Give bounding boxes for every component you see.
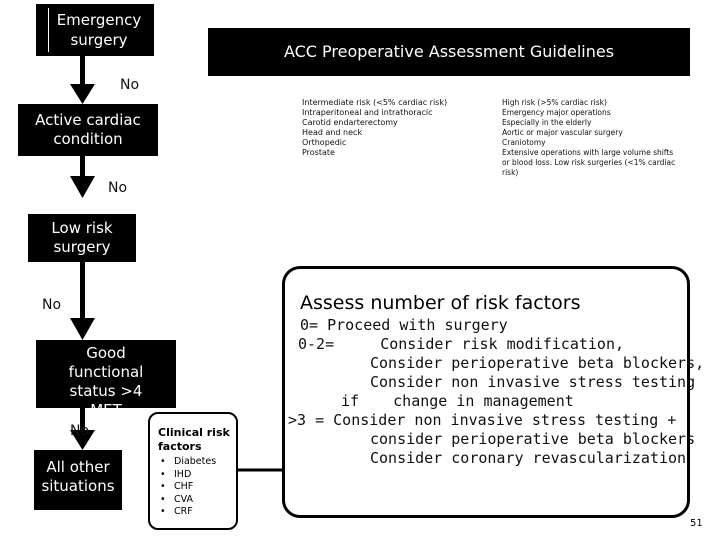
high-risk-line: or blood loss. Low risk surgeries (<1% cardiac xyxy=(502,158,676,167)
intermediate-risk-line: Prostate xyxy=(302,148,335,157)
emergency-surgery-label: Emergency surgery xyxy=(56,11,142,49)
clinical-risk-heading: Clinical risk factors xyxy=(158,426,230,453)
clinical-risk-item xyxy=(160,494,216,507)
clinical-risk-item-text: CHF xyxy=(174,481,194,492)
arrow-2 xyxy=(70,156,95,198)
high-risk-line: Aortic or major vascular surgery xyxy=(502,128,623,137)
high-risk-line: Craniotomy xyxy=(502,138,546,147)
high-risk-list xyxy=(502,98,675,178)
risk-line-text: Consider risk modification, xyxy=(380,335,625,353)
risk-line-prefix: 0-2= xyxy=(298,335,335,353)
good-functional-label: Good functional status >4 MET xyxy=(68,344,144,419)
active-cardiac-label: Active cardiac condition xyxy=(35,111,141,148)
risk-line-prefix: if xyxy=(341,392,360,410)
bullet-icon: • xyxy=(160,456,166,467)
risk-line: Consider perioperative beta blockers, xyxy=(370,354,705,372)
no-label-3: No xyxy=(42,297,62,313)
intermediate-risk-line: Head and neck xyxy=(302,128,363,137)
risk-line-text: change in management xyxy=(393,392,574,410)
bullet-icon: • xyxy=(160,468,166,480)
title-text: ACC Preoperative Assessment Guidelines xyxy=(283,42,615,61)
arrow-1 xyxy=(70,56,95,104)
risk-line: >3 = Consider non invasive stress testing + xyxy=(288,411,677,429)
intermediate-risk-line: Intraperitoneal and intrathoracic xyxy=(302,108,433,117)
intermediate-risk-line: Intermediate risk (<5% cardiac risk) xyxy=(302,98,448,107)
clinical-risk-item xyxy=(160,456,216,469)
intermediate-risk-list xyxy=(302,98,447,158)
high-risk-line: Emergency major operations xyxy=(502,108,611,117)
arrow-3 xyxy=(70,262,95,340)
clinical-risk-item-text: IHD xyxy=(174,468,192,480)
no-label-1: No xyxy=(120,77,140,93)
high-risk-line: Especially in the elderly xyxy=(502,118,592,127)
bullet-icon: • xyxy=(160,481,166,492)
risk-assessment-body xyxy=(288,316,705,468)
clinical-risk-list xyxy=(160,456,216,519)
page-number: 51 xyxy=(690,518,703,529)
clinical-risk-item-text: CRF xyxy=(174,506,193,517)
intermediate-risk-line: Carotid endarterectomy xyxy=(302,118,398,127)
no-label-2: No xyxy=(108,180,128,196)
bullet-icon: • xyxy=(160,506,166,517)
clinical-risk-item-text: CVA xyxy=(174,493,194,505)
bullet-icon: • xyxy=(160,493,166,505)
risk-line xyxy=(298,335,704,354)
risk-line xyxy=(298,392,704,411)
clinical-risk-item xyxy=(160,481,216,494)
high-risk-line: risk) xyxy=(502,168,519,177)
clinical-risk-item xyxy=(160,506,216,519)
risk-line: consider perioperative beta blockers xyxy=(370,430,696,448)
high-risk-line: High risk (>5% cardiac risk) xyxy=(502,98,607,107)
low-risk-label: Low risk surgery xyxy=(51,219,113,256)
clinical-risk-item-text: Diabetes xyxy=(174,456,217,467)
risk-line: Consider coronary revascularization xyxy=(370,449,687,467)
risk-line: Consider non invasive stress testing xyxy=(370,373,696,391)
high-risk-line: Extensive operations with large volume shifts xyxy=(502,148,674,157)
no-label-4: No xyxy=(70,423,90,439)
risk-assessment-heading: Assess number of risk factors xyxy=(300,292,581,314)
risk-line: 0= Proceed with surgery xyxy=(300,316,508,334)
all-other-label: All other situations xyxy=(41,458,115,495)
clinical-risk-item xyxy=(160,469,216,482)
intermediate-risk-line: Orthopedic xyxy=(302,138,347,147)
